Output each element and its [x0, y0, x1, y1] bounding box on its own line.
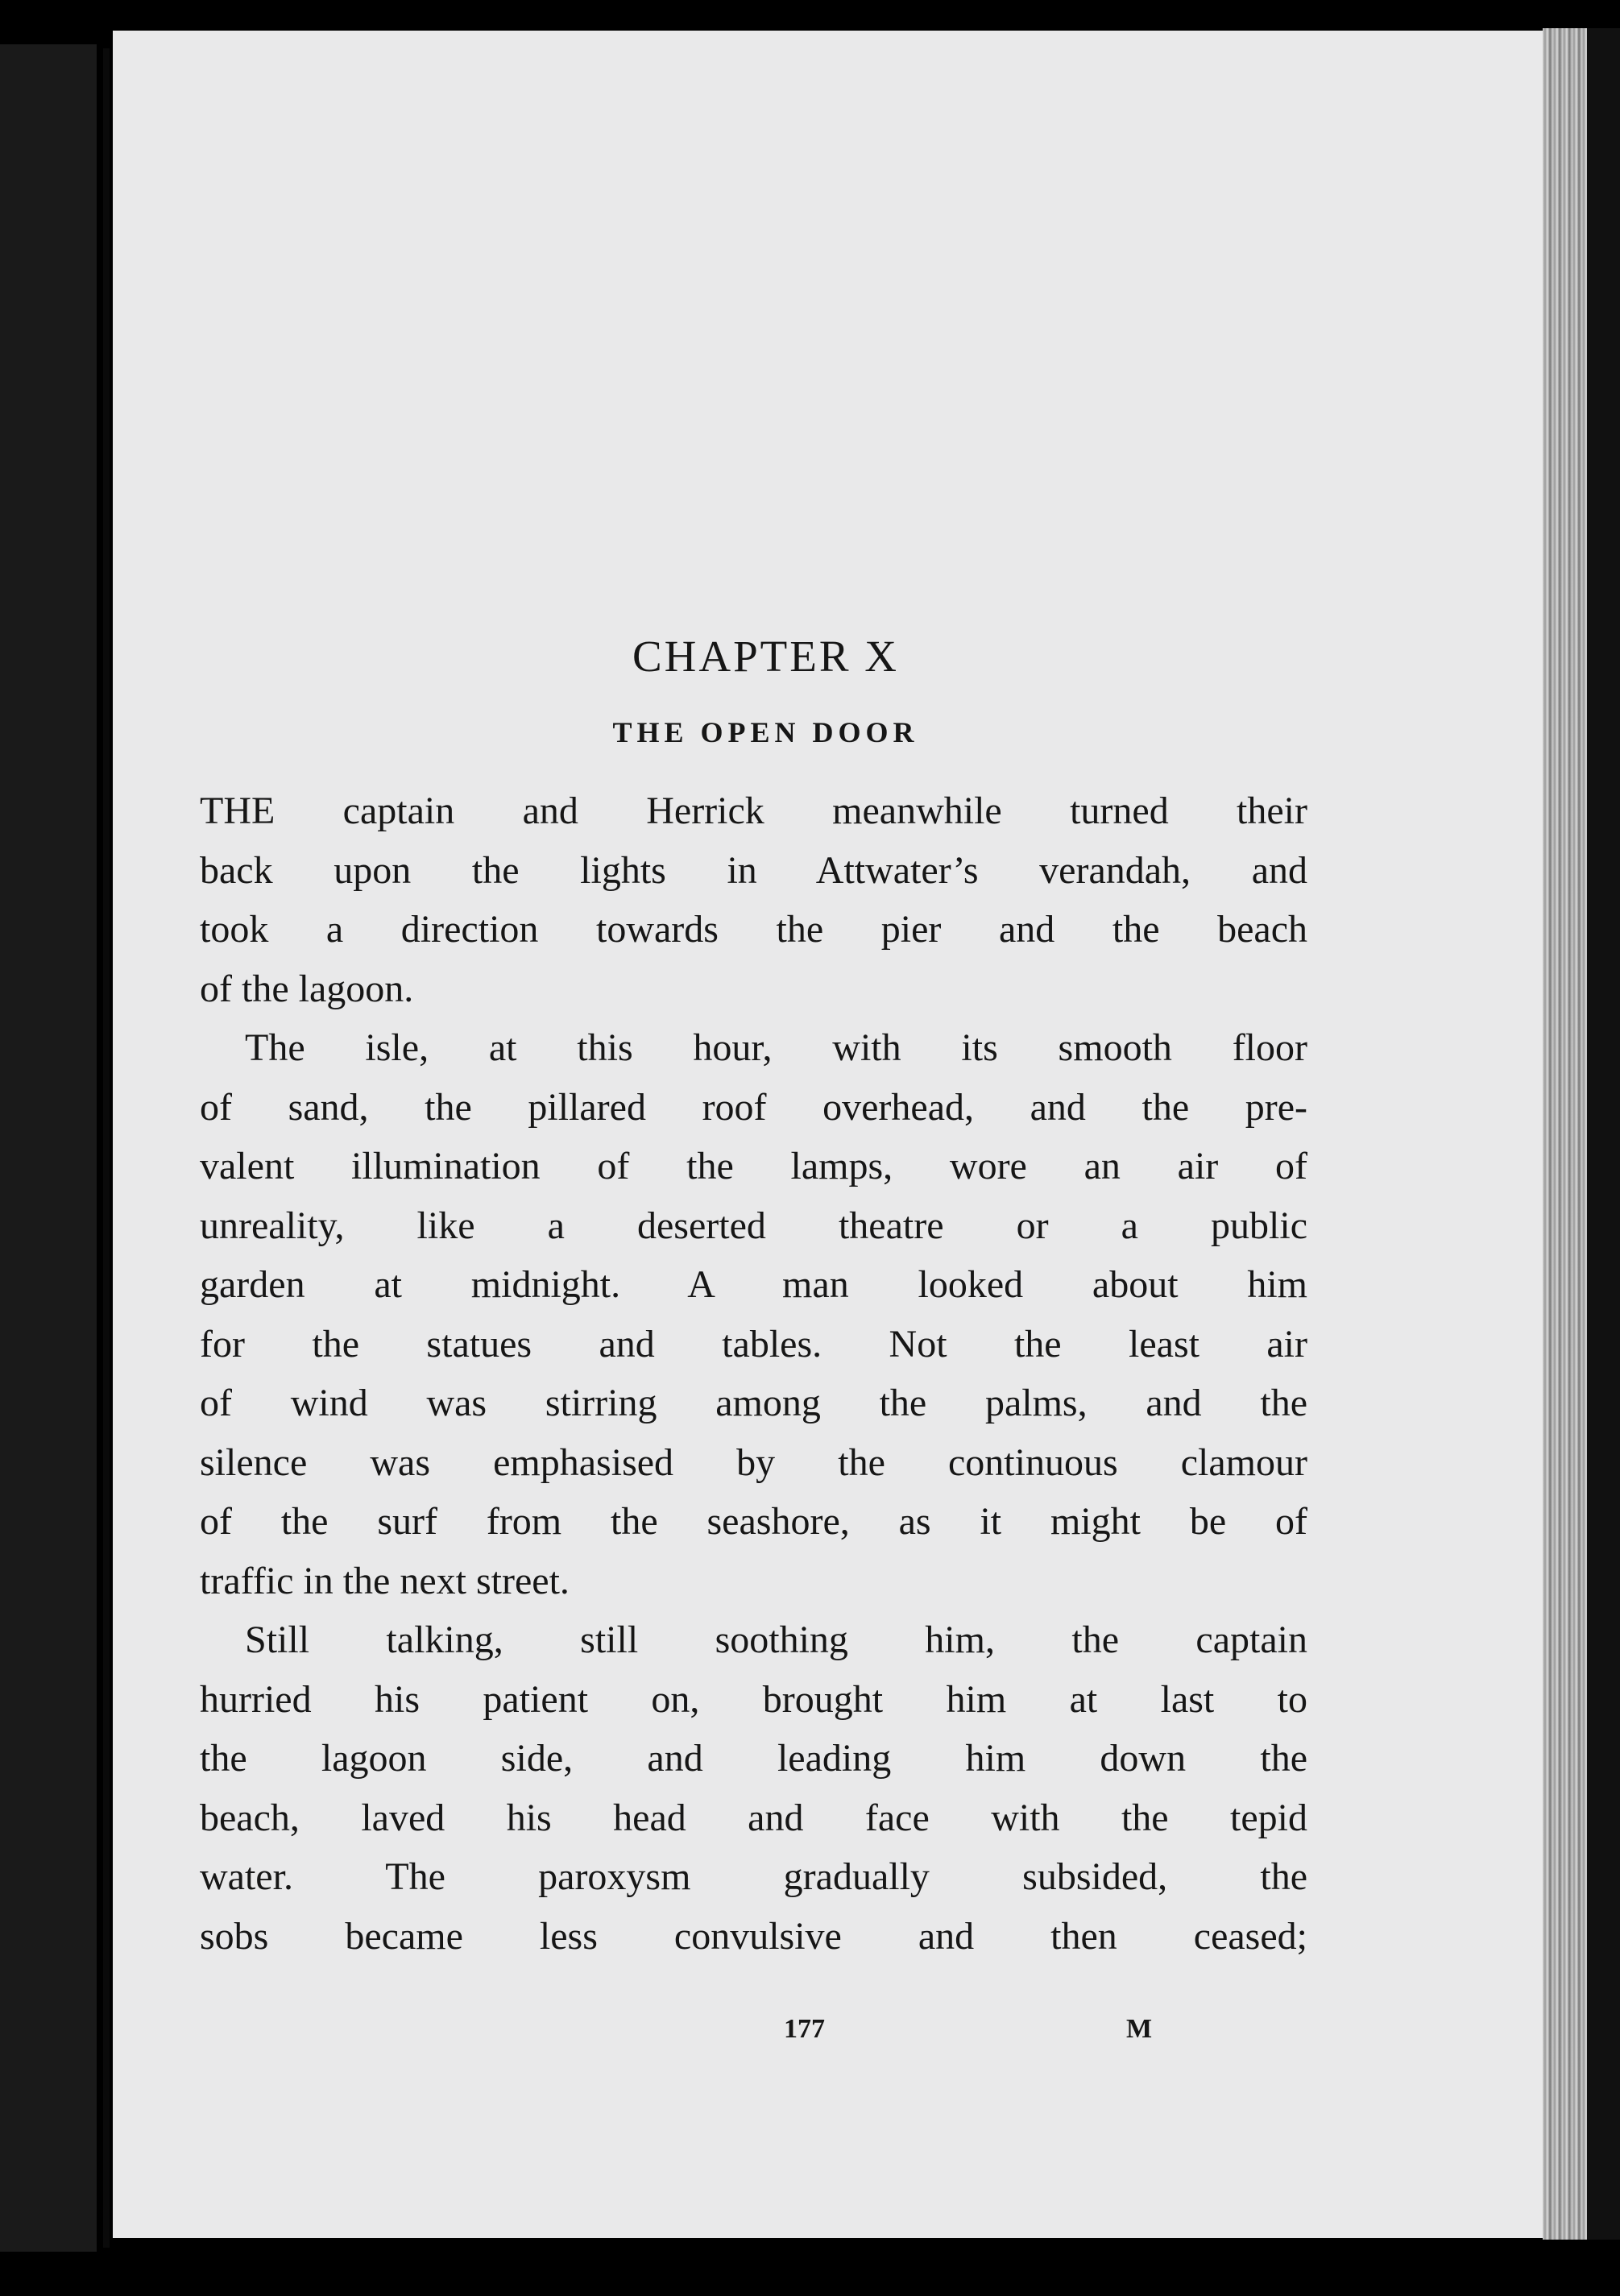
text-line: the lagoon side, and leading him down the — [200, 1737, 1307, 1780]
gutter-shadow — [103, 48, 110, 2248]
text-line: of the surf from the seashore, as it might be of — [200, 1500, 1307, 1543]
text-line: garden at midnight. A man looked about him — [200, 1263, 1307, 1306]
text-line: of wind was stirring among the palms, and the — [200, 1382, 1307, 1424]
paragraph-2 — [200, 1018, 1307, 1610]
text-line: The isle, at this hour, with its smooth floor — [245, 1026, 1307, 1069]
text-line: back upon the lights in Attwater’s verandah, and — [200, 848, 1307, 892]
previous-page-edge — [0, 44, 97, 2252]
text-line: water. The paroxysm gradually subsided, the — [200, 1855, 1307, 1898]
text-line: beach, laved his head and face with the tepid — [200, 1796, 1307, 1839]
paragraph-1 — [200, 781, 1307, 1018]
page-number: 177 — [784, 2014, 825, 2044]
text-line: of sand, the pillared roof overhead, and the pre- — [200, 1085, 1307, 1129]
text-line: valent illumination of the lamps, wore an air of — [200, 1145, 1307, 1187]
chapter-subtitle: THE OPEN DOOR — [612, 716, 919, 748]
text-line: silence was emphasised by the continuous clamour — [200, 1440, 1307, 1484]
text-line: traffic in the next street. — [200, 1559, 570, 1602]
text-line: sobs became less convulsive and then ceased; — [200, 1914, 1307, 1958]
signature-mark: M — [1126, 2014, 1153, 2044]
text-line: hurried his patient on, brought him at last to — [200, 1677, 1307, 1721]
text-line: unreality, like a deserted theatre or a public — [200, 1204, 1307, 1247]
text-line: of the lagoon. — [200, 967, 414, 1010]
text-line: took a direction towards the pier and the beach — [200, 908, 1307, 951]
paragraph-3 — [200, 1610, 1307, 1966]
scan-border — [1587, 28, 1620, 2240]
page-stack-edges — [1543, 28, 1587, 2240]
page-text — [200, 620, 1307, 1966]
text-line: for the statues and tables. Not the least air — [200, 1322, 1307, 1366]
chapter-title: CHAPTER X — [632, 632, 900, 681]
text-line: Still talking, still soothing him, the captain — [245, 1618, 1307, 1661]
text-line: THE captain and Herrick meanwhile turned their — [200, 790, 1307, 832]
